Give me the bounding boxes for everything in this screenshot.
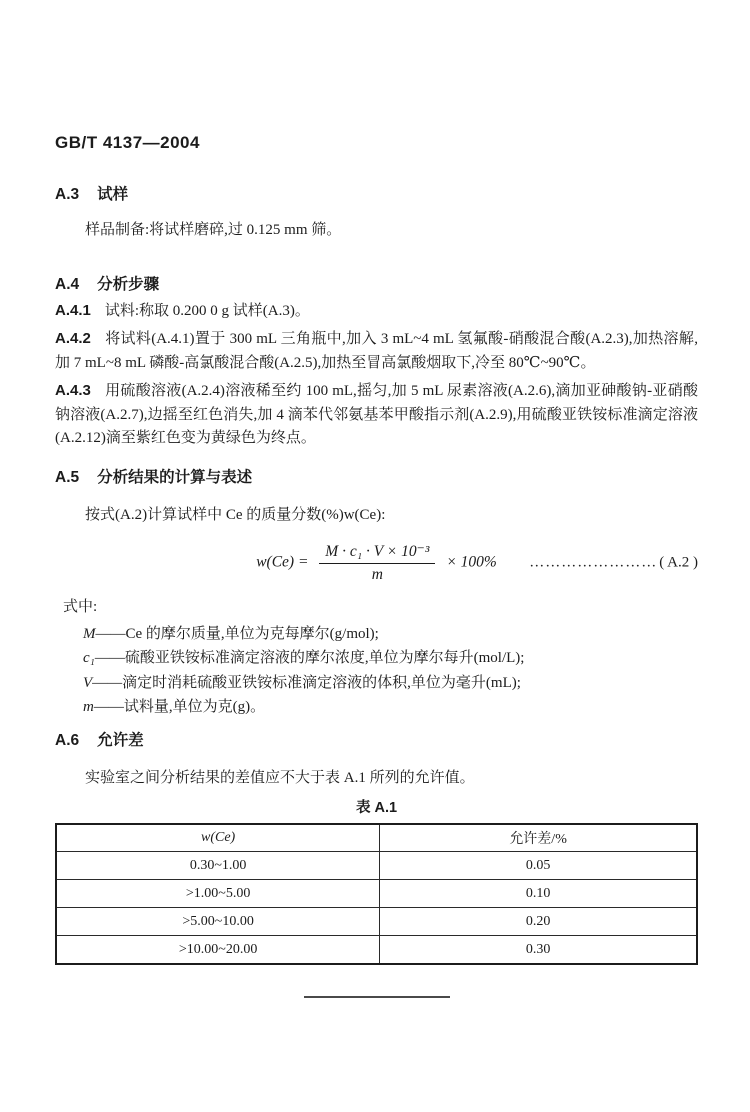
equation-rhs: × 100% (446, 553, 497, 571)
section-a5-heading (55, 468, 698, 488)
table-header-row (56, 824, 697, 852)
symbol-definitions (83, 622, 698, 720)
formula-intro: 按式(A.2)计算试样中 Ce 的质量分数(%)w(Ce): (85, 506, 386, 523)
table-cell-tolerance-3: 0.20 (380, 908, 697, 936)
equation-a2 (55, 536, 698, 590)
clause-a4-3-number: A.4.3 (55, 382, 91, 399)
table-header-wce: w(Ce) (56, 824, 380, 852)
equation-numerator: M · c₁ · V × 10⁻³ (319, 543, 435, 564)
section-a3-number: A.3 (55, 186, 80, 203)
definition-m-dash: —— (93, 699, 124, 715)
definition-V-symbol: V (83, 674, 93, 691)
definition-c1-dash: —— (94, 650, 125, 666)
where-label: 式中: (63, 599, 98, 615)
equation-leader-dots: …………………… (529, 554, 658, 571)
table-cell-range-2: >1.00~5.00 (56, 880, 380, 908)
clause-a4-1-text: 试料:称取 0.200 0 g 试样(A.3)。 (104, 302, 310, 319)
clause-a4-1 (55, 299, 698, 324)
equation-fraction (319, 543, 435, 583)
definition-M-symbol: M (83, 625, 96, 642)
definition-M (83, 622, 698, 647)
definition-c1-symbol: c₁ (83, 650, 95, 666)
clause-a4-2-text: 将试料(A.4.1)置于 300 mL 三角瓶中,加入 3 mL~4 mL 氢氟酸-硝酸混合酸(A.2.3),加热溶解,加 7 mL~8 mL 磷酸-高氯酸混合酸(A.2.5),加热至冒高氯酸烟取下,冷至 80℃~90℃。 (55, 331, 698, 371)
section-a5-number: A.5 (55, 468, 80, 486)
clause-a4-3 (55, 379, 698, 451)
table-row (56, 908, 697, 936)
definition-M-desc: Ce 的摩尔质量,单位为克每摩尔(g/mol); (125, 625, 379, 642)
definition-c1 (83, 646, 698, 671)
definition-m (83, 695, 698, 720)
table-cell-tolerance-2: 0.10 (380, 880, 697, 908)
definition-V (83, 671, 698, 696)
section-a6-heading (55, 731, 698, 751)
definition-c1-desc: 硫酸亚铁铵标准滴定溶液的摩尔浓度,单位为摩尔每升(mol/L); (124, 650, 525, 666)
table-cell-tolerance-4: 0.30 (380, 936, 697, 965)
table-header-tolerance: 允许差/% (380, 824, 697, 852)
doc-number: GB/T 4137—2004 (55, 133, 200, 152)
equation-denominator: m (371, 566, 383, 583)
equation-reference (529, 555, 698, 572)
table-cell-range-1: 0.30~1.00 (56, 852, 380, 880)
definition-m-symbol: m (83, 699, 94, 715)
section-a6-body: 实验室之间分析结果的差值应不大于表 A.1 所列的允许值。 (85, 769, 475, 786)
clause-a4-1-number: A.4.1 (55, 301, 91, 319)
table-cell-range-4: >10.00~20.00 (56, 936, 380, 965)
definition-V-desc: 滴定时消耗硫酸亚铁铵标准滴定溶液的体积,单位为毫升(mL); (122, 674, 521, 691)
table-row (56, 852, 697, 880)
section-a4-number: A.4 (55, 275, 80, 293)
table-row (56, 936, 697, 965)
clause-a4-2-number: A.4.2 (55, 330, 91, 347)
section-a4-heading (55, 275, 698, 295)
end-of-document-rule (304, 996, 450, 998)
section-a3-body: 样品制备:将试样磨碎,过 0.125 mm 筛。 (85, 222, 342, 238)
section-a3-title: 试样 (97, 186, 129, 203)
tolerance-table (55, 823, 698, 965)
table-a1-caption: 表 A.1 (355, 800, 398, 816)
section-a4-title: 分析步骤 (97, 275, 160, 293)
section-a6-title: 允许差 (97, 731, 144, 749)
table-row (56, 880, 697, 908)
table-cell-range-3: >5.00~10.00 (56, 908, 380, 936)
clause-a4-3-text: 用硫酸溶液(A.2.4)溶液稀至约 100 mL,摇匀,加 5 mL 尿素溶液(A.2.6),滴加亚砷酸钠-亚硝酸钠溶液(A.2.7),边摇至红色消失,加 4 滴苯代邻氨基苯甲酸指示剂(A.2.9),用硫酸亚铁铵标准滴定溶液(A.2.12)滴至紫红色变为黄绿色为终点。 (55, 383, 698, 446)
section-a3-heading (55, 185, 698, 205)
equation-lhs: w(Ce) = (256, 553, 309, 571)
definition-M-dash: —— (95, 625, 126, 642)
table-cell-tolerance-1: 0.05 (380, 852, 697, 880)
definition-m-desc: 试料量,单位为克(g)。 (123, 699, 266, 715)
clause-a4-2 (55, 327, 698, 375)
section-a6-number: A.6 (55, 731, 80, 749)
section-a5-title: 分析结果的计算与表述 (97, 468, 253, 486)
definition-V-dash: —— (92, 674, 123, 691)
equation-number-label: ( A.2 ) (659, 554, 698, 571)
